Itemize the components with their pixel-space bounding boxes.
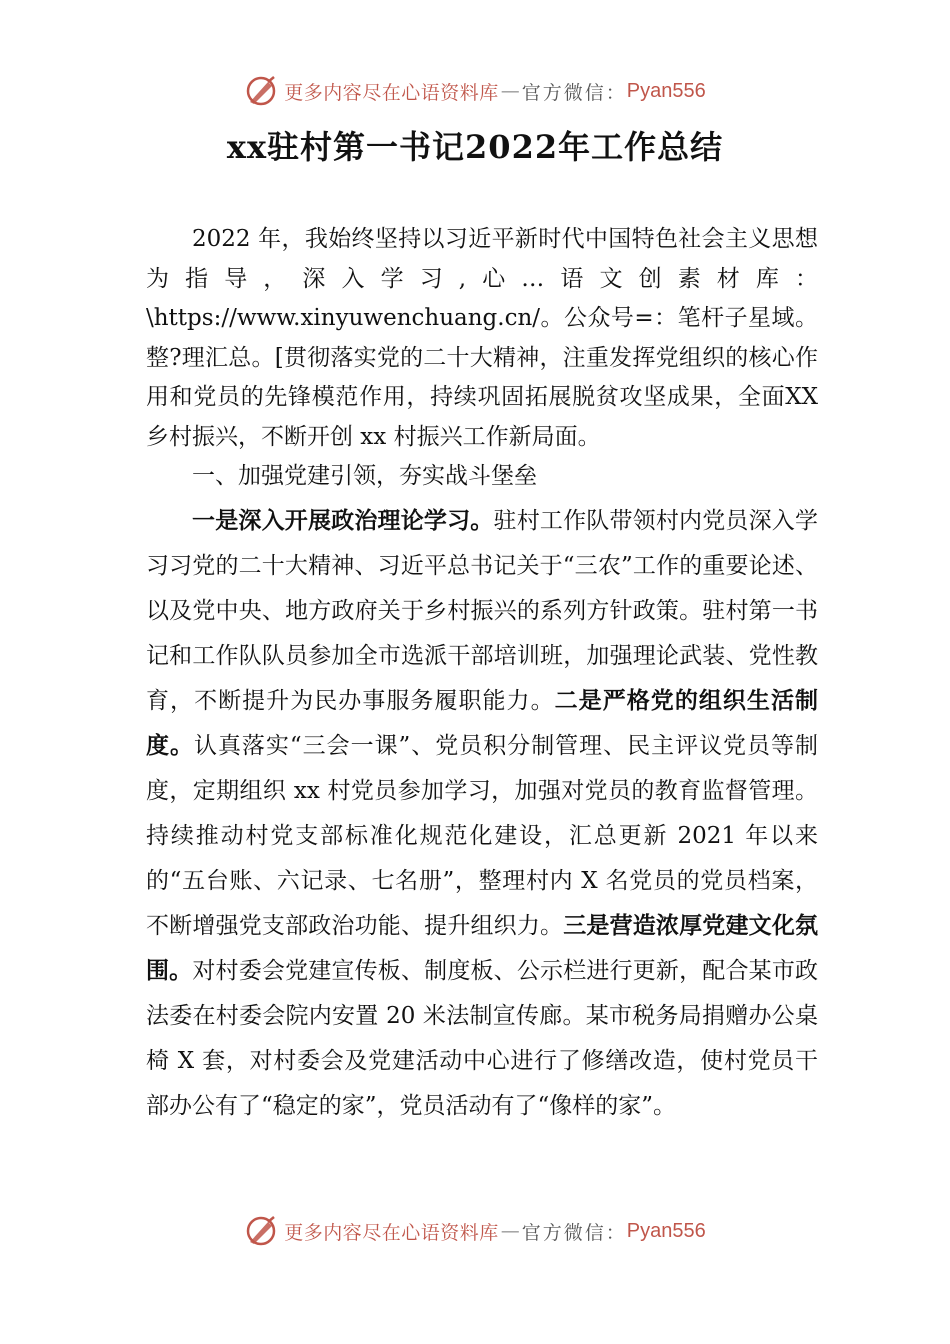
watermark-wechat-id: Pyan556 <box>626 79 706 102</box>
item-paragraph-1 <box>146 499 818 1129</box>
header-watermark <box>0 74 950 108</box>
item3-body: 对村委会党建宣传板、制度板、公示栏进行更新，配合某市政法委在村委会院内安置 20 米法制宣传廊。某市税务局捐赠办公桌椅 X 套，对村委会及党建活动中心进行了修缮改造，使村党员干部办公有了“稳定的家”，党员活动有了“像样的家”。 <box>146 957 819 1119</box>
item1-body: 驻村工作队带领村内党员深入学习习党的二十大精神、习近平总书记关于“三农”工作的重要论述、以及党中央、地方政府关于乡村振兴的系列方针政策。驻村第一书记和工作队队员参加全市选派干部培训班，加强理论武装、党性教育，不断提升为民办事服务履职能力。 <box>146 507 818 714</box>
item2-body: 认真落实“三会一课”、党员积分制管理、民主评议党员等制度，定期组织 xx 村党员参加学习，加强对党员的教育监督管理。持续推动村党支部标准化规范化建设，汇总更新 2021 年以来的“五台账、六记录、七名册”，整理村内 X 名党员的党员档案，不断增强党支部政治功能、提升组织力。 <box>146 732 818 939</box>
item2-heading: 二是严格党的组织生活制度。 <box>146 687 819 759</box>
watermark-separator: — <box>500 1220 520 1242</box>
pen-logo-icon <box>244 74 278 108</box>
footer-watermark <box>0 1214 950 1248</box>
watermark-wechat-label: 官方微信： <box>521 1221 627 1244</box>
watermark-text: 更多内容尽在心语资料库 <box>284 1221 499 1244</box>
item1-heading: 一是深入开展政治理论学习。 <box>192 507 494 534</box>
watermark-wechat-label: 官方微信： <box>521 81 627 104</box>
pen-logo-icon <box>244 1214 278 1248</box>
item3-heading: 三是营造浓厚党建文化氛围。 <box>146 912 819 984</box>
document-body <box>146 220 818 1129</box>
watermark-separator: — <box>500 80 520 102</box>
intro-paragraph: 2022 年，我始终坚持以习近平新时代中国特色社会主义思想为指导，深入学习,心…语文创素材库：\https://www.xinyuwenchuang.cn/。公众号=：笔杆子星域。整?理汇总。[贯彻落实党的二十大精神，注重发挥党组织的核心作用和党员的先锋模范作用，持续巩固拓展脱贫攻坚成果，全面XX乡村振兴，不断开创 xx 村振兴工作新局面。 <box>146 226 818 450</box>
document-title: xx驻村第一书记2022年工作总结 <box>226 128 724 166</box>
watermark-text: 更多内容尽在心语资料库 <box>284 81 499 104</box>
section-heading: 一、加强党建引领，夯实战斗堡垒 <box>192 463 537 489</box>
watermark-wechat-id: Pyan556 <box>626 1219 706 1242</box>
